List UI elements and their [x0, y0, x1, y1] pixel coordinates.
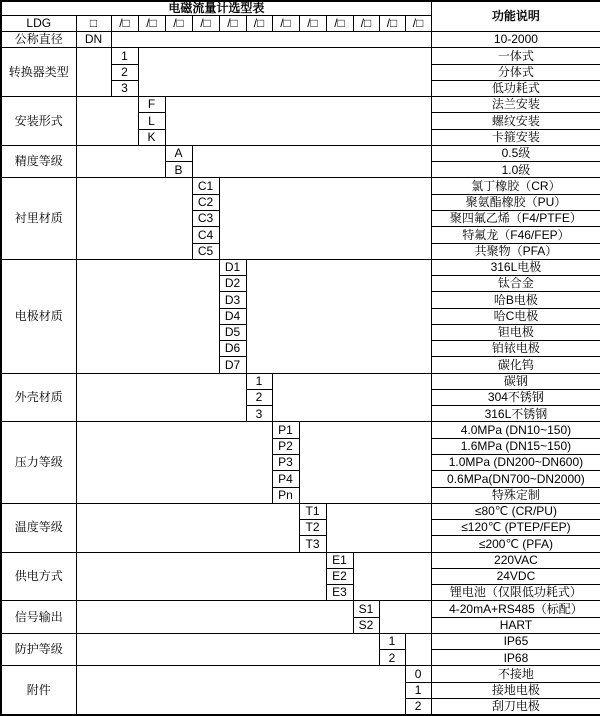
section-label-cell: 安装形式	[1, 97, 76, 146]
code-cell: 3	[246, 406, 272, 422]
code-cell: S2	[353, 617, 379, 633]
desc-cell: 1.0MPa (DN200~DN600)	[431, 455, 600, 471]
code-cell: C2	[192, 194, 219, 210]
desc-cell: 一体式	[431, 48, 600, 64]
code-cell: C3	[192, 211, 219, 227]
desc-cell: HART	[431, 617, 600, 633]
model-slot-cell: /□	[138, 15, 165, 31]
desc-cell: 接地电极	[431, 682, 600, 698]
desc-cell: 0.5级	[431, 145, 600, 161]
code-cell: D4	[219, 308, 246, 324]
desc-cell: 304不锈钢	[431, 389, 600, 405]
model-prefix-cell: LDG	[1, 15, 76, 31]
code-cell: C4	[192, 227, 219, 243]
code-cell: S1	[353, 601, 379, 617]
code-cell: D2	[219, 276, 246, 292]
desc-cell: 特殊定制	[431, 487, 600, 503]
code-cell: 1	[246, 373, 272, 389]
desc-cell: 卡箍安装	[431, 129, 600, 145]
table-row	[1, 32, 600, 48]
table-row	[1, 373, 600, 389]
code-cell: A	[165, 145, 192, 161]
table-row	[1, 97, 600, 113]
code-cell: T3	[299, 536, 326, 552]
code-cell: 2	[379, 650, 405, 666]
code-cell: 1	[379, 633, 405, 649]
code-cell: 2	[246, 389, 272, 405]
code-cell: P3	[272, 455, 299, 471]
section-label-cell: 精度等级	[1, 145, 76, 178]
spacer-cell	[219, 178, 431, 259]
code-cell: 2	[405, 698, 431, 715]
desc-cell: 钛合金	[431, 276, 600, 292]
model-slot-cell: /□	[272, 15, 299, 31]
code-cell: D5	[219, 324, 246, 340]
table-row	[1, 552, 600, 568]
desc-cell: ≤120℃ (PTEP/FEP)	[431, 520, 600, 536]
spacer-cell	[192, 145, 431, 178]
desc-cell: 分体式	[431, 64, 600, 80]
spacer-cell	[76, 178, 192, 259]
code-cell: C1	[192, 178, 219, 194]
desc-header-cell: 功能说明	[431, 1, 600, 32]
section-label-cell: 电极材质	[1, 259, 76, 373]
model-slot-cell: /□	[326, 15, 353, 31]
spacer-cell	[76, 633, 379, 666]
table-row	[1, 178, 600, 194]
table-row	[1, 1, 600, 15]
code-cell: L	[138, 113, 165, 129]
desc-cell: 1.6MPa (DN15~150)	[431, 438, 600, 454]
spacer-cell	[246, 259, 431, 373]
code-cell: T2	[299, 520, 326, 536]
spacer-cell	[138, 48, 431, 97]
desc-cell: 220VAC	[431, 552, 600, 568]
code-cell: D7	[219, 357, 246, 373]
desc-cell: 聚氨酯橡胶（PU）	[431, 194, 600, 210]
desc-cell: 10-2000	[431, 32, 600, 48]
model-slot-cell: /□	[111, 15, 138, 31]
spacer-cell	[353, 552, 431, 601]
section-label-cell: 外壳材质	[1, 373, 76, 422]
desc-cell: 1.0级	[431, 162, 600, 178]
spacer-cell	[76, 601, 353, 634]
section-label-cell: 衬里材质	[1, 178, 76, 259]
desc-cell: 316L不锈钢	[431, 406, 600, 422]
code-cell: 0	[405, 666, 431, 682]
model-slot-cell: /□	[246, 15, 272, 31]
code-cell: D1	[219, 259, 246, 275]
spacer-cell	[76, 259, 219, 373]
desc-cell: 铂铱电极	[431, 341, 600, 357]
code-cell: DN	[76, 32, 111, 48]
section-label-cell: 供电方式	[1, 552, 76, 601]
code-cell: E1	[326, 552, 353, 568]
code-cell: P2	[272, 438, 299, 454]
desc-cell: 316L电极	[431, 259, 600, 275]
spacer-cell	[76, 666, 405, 715]
desc-cell: 0.6MPa(DN700~DN2000)	[431, 471, 600, 487]
code-cell: B	[165, 162, 192, 178]
spacer-cell	[76, 422, 272, 503]
desc-cell: 刮刀电极	[431, 698, 600, 715]
table-row	[1, 259, 600, 275]
table-row	[1, 666, 600, 682]
section-label-cell: 信号输出	[1, 601, 76, 634]
spacer-cell	[299, 422, 431, 503]
code-cell: P4	[272, 471, 299, 487]
code-cell: T1	[299, 503, 326, 519]
desc-cell: 哈B电极	[431, 292, 600, 308]
desc-cell: 24VDC	[431, 568, 600, 584]
desc-cell: 不接地	[431, 666, 600, 682]
code-cell: 1	[405, 682, 431, 698]
code-cell: 1	[111, 48, 138, 64]
desc-cell: ≤200℃ (PFA)	[431, 536, 600, 552]
model-slot-cell: /□	[405, 15, 431, 31]
desc-cell: 氯丁橡胶（CR）	[431, 178, 600, 194]
spacer-cell	[165, 97, 431, 146]
desc-cell: 4.0MPa (DN10~150)	[431, 422, 600, 438]
code-cell: E3	[326, 585, 353, 601]
table-row	[1, 145, 600, 161]
desc-cell: 法兰安装	[431, 97, 600, 113]
section-label-cell: 公称直径	[1, 32, 76, 48]
desc-cell: 碳钢	[431, 373, 600, 389]
table-row	[1, 633, 600, 649]
model-slot-cell: /□	[165, 15, 192, 31]
spacer-cell	[326, 503, 431, 552]
model-slot-cell: /□	[353, 15, 379, 31]
spacer-cell	[76, 503, 299, 552]
model-box-cell: □	[76, 15, 111, 31]
code-cell: K	[138, 129, 165, 145]
desc-cell: 螺纹安装	[431, 113, 600, 129]
desc-cell: 碳化钨	[431, 357, 600, 373]
spacer-cell	[76, 97, 138, 146]
table-row	[1, 48, 600, 64]
code-cell: 2	[111, 64, 138, 80]
spacer-cell	[76, 373, 246, 422]
spacer-cell	[76, 552, 326, 601]
spacer-cell	[76, 48, 111, 97]
section-label-cell: 附件	[1, 666, 76, 715]
table-title: 电磁流量计选型表	[1, 1, 431, 15]
desc-cell: 4-20mA+RS485（标配）	[431, 601, 600, 617]
code-cell: D3	[219, 292, 246, 308]
code-cell: E2	[326, 568, 353, 584]
code-cell: F	[138, 97, 165, 113]
desc-cell: 低功耗式	[431, 80, 600, 96]
desc-cell: 锂电池（仅限低功耗式）	[431, 585, 600, 601]
code-cell: Pn	[272, 487, 299, 503]
section-label-cell: 防护等级	[1, 633, 76, 666]
desc-cell: IP68	[431, 650, 600, 666]
spacer-cell	[272, 373, 431, 422]
model-slot-cell: /□	[299, 15, 326, 31]
spacer-cell	[379, 601, 431, 634]
desc-cell: 钽电极	[431, 324, 600, 340]
model-slot-cell: /□	[219, 15, 246, 31]
model-slot-cell: /□	[379, 15, 405, 31]
table-row	[1, 601, 600, 617]
desc-cell: 哈C电极	[431, 308, 600, 324]
section-label-cell: 转换器类型	[1, 48, 76, 97]
desc-cell: 共聚物（PFA）	[431, 243, 600, 259]
code-cell: D6	[219, 341, 246, 357]
desc-cell: 特氟龙（F46/FEP）	[431, 227, 600, 243]
desc-cell: 聚四氟乙烯（F4/PTFE）	[431, 211, 600, 227]
code-cell: C5	[192, 243, 219, 259]
code-cell: P1	[272, 422, 299, 438]
desc-cell: IP65	[431, 633, 600, 649]
model-slot-cell: /□	[192, 15, 219, 31]
table-row	[1, 503, 600, 519]
section-label-cell: 压力等级	[1, 422, 76, 503]
spacer-cell	[111, 32, 431, 48]
desc-cell: ≤80℃ (CR/PU)	[431, 503, 600, 519]
code-cell: 3	[111, 80, 138, 96]
spacer-cell	[76, 145, 165, 178]
spacer-cell	[405, 633, 431, 666]
table-row	[1, 422, 600, 438]
section-label-cell: 温度等级	[1, 503, 76, 552]
